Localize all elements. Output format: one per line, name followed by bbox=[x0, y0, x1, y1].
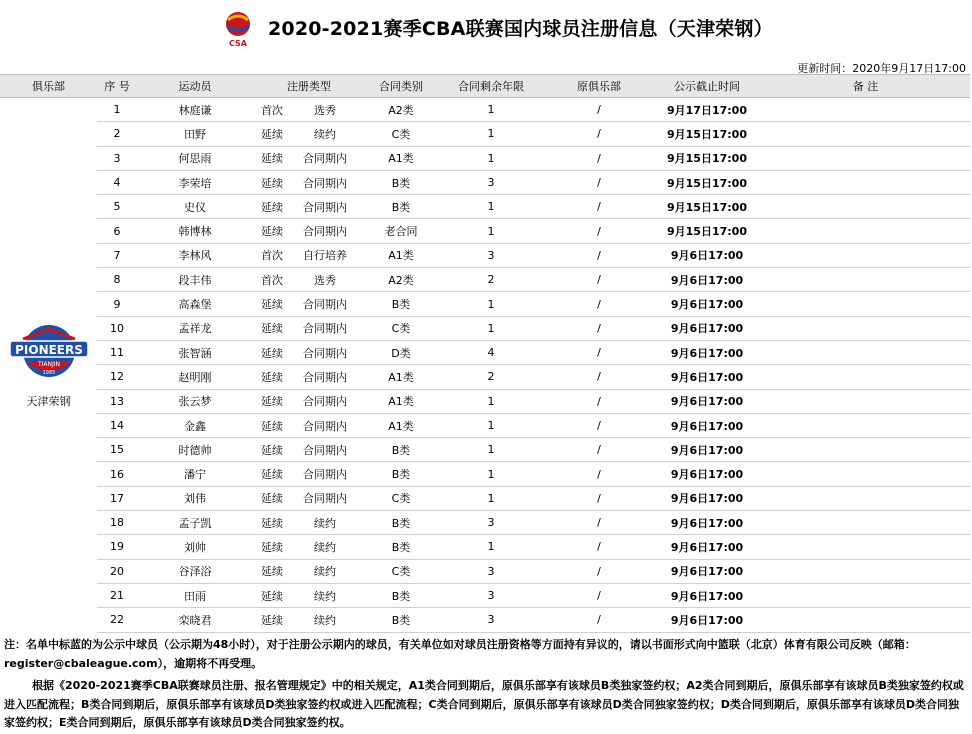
cell-player-name: 赵明刚 bbox=[137, 365, 253, 389]
cell-number: 9 bbox=[97, 292, 137, 316]
cell-player-name: 韩博林 bbox=[137, 219, 253, 243]
registration-kind: 延续 bbox=[261, 516, 283, 530]
cell-contract-years: 2 bbox=[437, 365, 545, 389]
cell-registration-type bbox=[253, 389, 365, 413]
note-contract-rules: 根据《2020-2021赛季CBA联赛球员注册、报名管理规定》中的相关规定，A1类合同到期后，原俱乐部享有该球员B类独家签约权；A2类合同到期后，原俱乐部享有该球员B类独家签约权或进入匹配流程；B类合同到期后，原俱乐部享有该球员D类独家签约权或进入匹配流程；C类合同到期后，原俱乐部享有该球员D类合同独家签约权；D类合同到期后，原俱乐部享有该球员D类合同独家签约权；E类合同到期后，原俱乐部享有该球员D类合同独家签约权。 bbox=[4, 679, 964, 729]
registration-detail: 合同期内 bbox=[303, 200, 347, 214]
registration-detail: 续约 bbox=[314, 565, 336, 579]
registration-kind: 延续 bbox=[261, 298, 283, 312]
cell-original-club: / bbox=[545, 98, 653, 122]
cell-contract-years: 1 bbox=[437, 438, 545, 462]
cell-original-club: / bbox=[545, 243, 653, 267]
cell-remarks bbox=[761, 413, 970, 437]
cell-remarks bbox=[761, 146, 970, 170]
table-row bbox=[0, 559, 970, 583]
cell-original-club: / bbox=[545, 535, 653, 559]
cell-contract-years: 1 bbox=[437, 195, 545, 219]
cell-remarks bbox=[761, 486, 970, 510]
cell-player-name: 刘伟 bbox=[137, 486, 253, 510]
cell-contract-years: 1 bbox=[437, 486, 545, 510]
cell-player-name: 李荣培 bbox=[137, 170, 253, 194]
registration-kind: 首次 bbox=[261, 273, 283, 287]
registration-detail: 自行培养 bbox=[303, 249, 347, 263]
cell-registration-type bbox=[253, 146, 365, 170]
cell-contract-type: B类 bbox=[365, 608, 437, 632]
cell-deadline: 9月6日17:00 bbox=[653, 365, 761, 389]
cell-contract-years: 2 bbox=[437, 268, 545, 292]
cell-registration-type bbox=[253, 511, 365, 535]
registration-detail: 合同期内 bbox=[303, 468, 347, 482]
cell-contract-type: C类 bbox=[365, 559, 437, 583]
cell-remarks bbox=[761, 462, 970, 486]
cell-number: 15 bbox=[97, 438, 137, 462]
cell-remarks bbox=[761, 219, 970, 243]
cell-player-name: 张智涵 bbox=[137, 340, 253, 364]
table-row bbox=[0, 486, 970, 510]
cell-player-name: 田野 bbox=[137, 122, 253, 146]
registration-detail: 合同期内 bbox=[303, 395, 347, 409]
club-cell bbox=[0, 98, 97, 633]
cell-original-club: / bbox=[545, 292, 653, 316]
registration-kind: 延续 bbox=[261, 613, 283, 627]
cell-contract-type: A2类 bbox=[365, 98, 437, 122]
cell-deadline: 9月6日17:00 bbox=[653, 243, 761, 267]
note-publicity: 注：名单中标蓝的为公示中球员（公示期为48小时），对于注册公示期内的球员，有关单位如对球员注册资格等方面持有异议的，请以书面形式向中篮联（北京）体育有限公司反映（邮箱：register@cbaleague.com），逾期将不再受理。 bbox=[4, 638, 916, 670]
cell-player-name: 谷泽浴 bbox=[137, 559, 253, 583]
cell-player-name: 高森堡 bbox=[137, 292, 253, 316]
col-header-player: 运动员 bbox=[137, 75, 253, 98]
table-row bbox=[0, 316, 970, 340]
cell-registration-type bbox=[253, 559, 365, 583]
player-registration-table bbox=[0, 74, 970, 633]
registration-detail: 合同期内 bbox=[303, 225, 347, 239]
table-header-row bbox=[0, 75, 970, 98]
cell-player-name: 林庭谦 bbox=[137, 98, 253, 122]
cell-remarks bbox=[761, 98, 970, 122]
cell-registration-type bbox=[253, 243, 365, 267]
table-row bbox=[0, 583, 970, 607]
col-header-number: 序 号 bbox=[97, 75, 137, 98]
cell-remarks bbox=[761, 608, 970, 632]
cell-registration-type bbox=[253, 462, 365, 486]
table-row bbox=[0, 170, 970, 194]
cell-original-club: / bbox=[545, 608, 653, 632]
registration-detail: 合同期内 bbox=[303, 152, 347, 166]
cell-deadline: 9月6日17:00 bbox=[653, 559, 761, 583]
cell-original-club: / bbox=[545, 146, 653, 170]
registration-detail: 选秀 bbox=[314, 273, 336, 287]
cell-contract-type: B类 bbox=[365, 170, 437, 194]
cell-player-name: 孟祥龙 bbox=[137, 316, 253, 340]
cell-remarks bbox=[761, 559, 970, 583]
registration-detail: 合同期内 bbox=[303, 370, 347, 384]
cell-number: 5 bbox=[97, 195, 137, 219]
cell-remarks bbox=[761, 195, 970, 219]
cell-deadline: 9月6日17:00 bbox=[653, 462, 761, 486]
col-header-original-club: 原俱乐部 bbox=[545, 75, 653, 98]
cell-player-name: 史仪 bbox=[137, 195, 253, 219]
registration-kind: 延续 bbox=[261, 540, 283, 554]
cell-contract-type: C类 bbox=[365, 316, 437, 340]
cell-original-club: / bbox=[545, 462, 653, 486]
cell-deadline: 9月6日17:00 bbox=[653, 413, 761, 437]
cell-player-name: 时德帅 bbox=[137, 438, 253, 462]
cell-contract-type: B类 bbox=[365, 583, 437, 607]
cell-number: 2 bbox=[97, 122, 137, 146]
cell-contract-years: 1 bbox=[437, 98, 545, 122]
table-row bbox=[0, 511, 970, 535]
registration-kind: 延续 bbox=[261, 370, 283, 384]
cell-remarks bbox=[761, 316, 970, 340]
cell-registration-type bbox=[253, 486, 365, 510]
cell-original-club: / bbox=[545, 583, 653, 607]
cell-remarks bbox=[761, 535, 970, 559]
col-header-contract-type: 合同类别 bbox=[365, 75, 437, 98]
club-logo-year: 1985 bbox=[42, 370, 55, 377]
registration-kind: 延续 bbox=[261, 176, 283, 190]
table-row bbox=[0, 365, 970, 389]
cell-number: 19 bbox=[97, 535, 137, 559]
registration-detail: 续约 bbox=[314, 127, 336, 141]
cell-player-name: 金鑫 bbox=[137, 413, 253, 437]
cell-contract-years: 3 bbox=[437, 608, 545, 632]
cell-number: 20 bbox=[97, 559, 137, 583]
cell-number: 8 bbox=[97, 268, 137, 292]
cell-original-club: / bbox=[545, 340, 653, 364]
club-logo-subtext: TIANJIN bbox=[37, 361, 60, 369]
table-row bbox=[0, 122, 970, 146]
cell-contract-years: 1 bbox=[437, 219, 545, 243]
table-row bbox=[0, 243, 970, 267]
cell-original-club: / bbox=[545, 486, 653, 510]
registration-kind: 延续 bbox=[261, 225, 283, 239]
cell-contract-type: B类 bbox=[365, 462, 437, 486]
cell-contract-years: 1 bbox=[437, 389, 545, 413]
table-row bbox=[0, 98, 970, 122]
cell-player-name: 田雨 bbox=[137, 583, 253, 607]
registration-detail: 合同期内 bbox=[303, 298, 347, 312]
table-row bbox=[0, 389, 970, 413]
table-row bbox=[0, 535, 970, 559]
cell-contract-type: A2类 bbox=[365, 268, 437, 292]
cell-remarks bbox=[761, 122, 970, 146]
cell-contract-years: 1 bbox=[437, 122, 545, 146]
registration-detail: 合同期内 bbox=[303, 419, 347, 433]
cell-contract-type: A1类 bbox=[365, 365, 437, 389]
cell-contract-type: A1类 bbox=[365, 146, 437, 170]
cell-number: 18 bbox=[97, 511, 137, 535]
cell-remarks bbox=[761, 438, 970, 462]
registration-kind: 延续 bbox=[261, 395, 283, 409]
registration-detail: 合同期内 bbox=[303, 443, 347, 457]
cell-registration-type bbox=[253, 98, 365, 122]
cell-remarks bbox=[761, 292, 970, 316]
cell-original-club: / bbox=[545, 413, 653, 437]
cell-original-club: / bbox=[545, 389, 653, 413]
cell-number: 16 bbox=[97, 462, 137, 486]
table-row bbox=[0, 268, 970, 292]
cell-number: 4 bbox=[97, 170, 137, 194]
cell-deadline: 9月6日17:00 bbox=[653, 340, 761, 364]
cell-deadline: 9月6日17:00 bbox=[653, 511, 761, 535]
col-header-club: 俱乐部 bbox=[0, 75, 97, 98]
registration-detail: 续约 bbox=[314, 540, 336, 554]
registration-kind: 首次 bbox=[261, 249, 283, 263]
cell-registration-type bbox=[253, 195, 365, 219]
cell-deadline: 9月6日17:00 bbox=[653, 292, 761, 316]
cell-original-club: / bbox=[545, 438, 653, 462]
pioneers-logo-icon bbox=[8, 321, 90, 387]
cell-contract-years: 1 bbox=[437, 462, 545, 486]
cell-original-club: / bbox=[545, 316, 653, 340]
cell-contract-type: B类 bbox=[365, 195, 437, 219]
cell-number: 3 bbox=[97, 146, 137, 170]
cell-contract-type: B类 bbox=[365, 535, 437, 559]
cell-contract-years: 4 bbox=[437, 340, 545, 364]
registration-detail: 合同期内 bbox=[303, 176, 347, 190]
cell-registration-type bbox=[253, 535, 365, 559]
cell-registration-type bbox=[253, 292, 365, 316]
registration-detail: 合同期内 bbox=[303, 322, 347, 336]
cell-player-name: 段丰伟 bbox=[137, 268, 253, 292]
cell-original-club: / bbox=[545, 365, 653, 389]
cell-player-name: 张云梦 bbox=[137, 389, 253, 413]
cell-player-name: 李林风 bbox=[137, 243, 253, 267]
cell-contract-type: C类 bbox=[365, 122, 437, 146]
cell-deadline: 9月6日17:00 bbox=[653, 608, 761, 632]
club-logo-text: PIONEERS bbox=[14, 343, 83, 358]
cell-contract-type: A1类 bbox=[365, 243, 437, 267]
cell-deadline: 9月6日17:00 bbox=[653, 583, 761, 607]
registration-kind: 延续 bbox=[261, 565, 283, 579]
cell-deadline: 9月15日17:00 bbox=[653, 195, 761, 219]
cell-contract-years: 3 bbox=[437, 583, 545, 607]
registration-detail: 选秀 bbox=[314, 103, 336, 117]
cell-number: 21 bbox=[97, 583, 137, 607]
registration-detail: 合同期内 bbox=[303, 346, 347, 360]
col-header-registration-type: 注册类型 bbox=[253, 75, 365, 98]
cell-contract-years: 3 bbox=[437, 511, 545, 535]
registration-detail: 续约 bbox=[314, 613, 336, 627]
cell-remarks bbox=[761, 243, 970, 267]
registration-kind: 延续 bbox=[261, 200, 283, 214]
cell-contract-type: A1类 bbox=[365, 389, 437, 413]
cell-contract-years: 3 bbox=[437, 559, 545, 583]
cell-deadline: 9月17日17:00 bbox=[653, 98, 761, 122]
table-row bbox=[0, 462, 970, 486]
table-row bbox=[0, 146, 970, 170]
cell-number: 12 bbox=[97, 365, 137, 389]
cell-remarks bbox=[761, 268, 970, 292]
cell-deadline: 9月15日17:00 bbox=[653, 219, 761, 243]
registration-kind: 延续 bbox=[261, 589, 283, 603]
cell-player-name: 刘帅 bbox=[137, 535, 253, 559]
page-header bbox=[0, 0, 972, 60]
cell-deadline: 9月6日17:00 bbox=[653, 486, 761, 510]
cell-number: 17 bbox=[97, 486, 137, 510]
cell-number: 11 bbox=[97, 340, 137, 364]
cell-deadline: 9月15日17:00 bbox=[653, 170, 761, 194]
registration-kind: 延续 bbox=[261, 127, 283, 141]
cell-contract-years: 3 bbox=[437, 170, 545, 194]
cell-registration-type bbox=[253, 340, 365, 364]
cell-contract-type: B类 bbox=[365, 292, 437, 316]
registration-kind: 首次 bbox=[261, 103, 283, 117]
table-row bbox=[0, 413, 970, 437]
cell-deadline: 9月15日17:00 bbox=[653, 122, 761, 146]
cell-registration-type bbox=[253, 608, 365, 632]
cell-deadline: 9月6日17:00 bbox=[653, 535, 761, 559]
cell-contract-years: 1 bbox=[437, 535, 545, 559]
registration-kind: 延续 bbox=[261, 419, 283, 433]
club-name: 天津荣钢 bbox=[26, 395, 71, 409]
cell-contract-type: B类 bbox=[365, 438, 437, 462]
table-row bbox=[0, 292, 970, 316]
cell-registration-type bbox=[253, 413, 365, 437]
cell-contract-type: D类 bbox=[365, 340, 437, 364]
cell-original-club: / bbox=[545, 511, 653, 535]
cell-contract-years: 1 bbox=[437, 292, 545, 316]
page-title: 2020-2021赛季CBA联赛国内球员注册信息（天津荣钢） bbox=[268, 18, 773, 40]
cell-number: 1 bbox=[97, 98, 137, 122]
cell-registration-type bbox=[253, 316, 365, 340]
registration-kind: 延续 bbox=[261, 492, 283, 506]
cell-original-club: / bbox=[545, 559, 653, 583]
registration-kind: 延续 bbox=[261, 152, 283, 166]
cell-contract-years: 1 bbox=[437, 413, 545, 437]
cell-remarks bbox=[761, 365, 970, 389]
update-time: 更新时间：2020年9月17日17:00 bbox=[797, 62, 966, 75]
cell-number: 14 bbox=[97, 413, 137, 437]
cell-deadline: 9月6日17:00 bbox=[653, 268, 761, 292]
cell-player-name: 何思雨 bbox=[137, 146, 253, 170]
registration-detail: 合同期内 bbox=[303, 492, 347, 506]
cell-contract-years: 3 bbox=[437, 243, 545, 267]
cell-registration-type bbox=[253, 365, 365, 389]
cell-number: 7 bbox=[97, 243, 137, 267]
cell-deadline: 9月15日17:00 bbox=[653, 146, 761, 170]
registration-kind: 延续 bbox=[261, 346, 283, 360]
cell-deadline: 9月6日17:00 bbox=[653, 389, 761, 413]
cell-player-name: 孟子凯 bbox=[137, 511, 253, 535]
cell-deadline: 9月6日17:00 bbox=[653, 438, 761, 462]
notes-section bbox=[4, 636, 966, 733]
table-row bbox=[0, 438, 970, 462]
cell-player-name: 潘宁 bbox=[137, 462, 253, 486]
cell-contract-type: B类 bbox=[365, 511, 437, 535]
cell-remarks bbox=[761, 389, 970, 413]
cell-contract-type: C类 bbox=[365, 486, 437, 510]
table-row bbox=[0, 608, 970, 632]
csa-logo-text: CSA bbox=[229, 39, 247, 48]
cell-contract-years: 1 bbox=[437, 146, 545, 170]
cell-original-club: / bbox=[545, 170, 653, 194]
table-row bbox=[0, 219, 970, 243]
cell-registration-type bbox=[253, 170, 365, 194]
cell-contract-years: 1 bbox=[437, 316, 545, 340]
cell-number: 6 bbox=[97, 219, 137, 243]
cell-original-club: / bbox=[545, 195, 653, 219]
table-row bbox=[0, 195, 970, 219]
cell-remarks bbox=[761, 340, 970, 364]
cell-remarks bbox=[761, 583, 970, 607]
cell-original-club: / bbox=[545, 219, 653, 243]
cell-remarks bbox=[761, 170, 970, 194]
cell-number: 13 bbox=[97, 389, 137, 413]
registration-detail: 续约 bbox=[314, 516, 336, 530]
cell-registration-type bbox=[253, 122, 365, 146]
col-header-contract-years: 合同剩余年限 bbox=[437, 75, 545, 98]
cell-number: 22 bbox=[97, 608, 137, 632]
cell-original-club: / bbox=[545, 268, 653, 292]
col-header-deadline: 公示截止时间 bbox=[653, 75, 761, 98]
cell-registration-type bbox=[253, 219, 365, 243]
cell-contract-type: 老合同 bbox=[365, 219, 437, 243]
registration-kind: 延续 bbox=[261, 468, 283, 482]
cell-registration-type bbox=[253, 438, 365, 462]
table-row bbox=[0, 340, 970, 364]
cell-contract-type: A1类 bbox=[365, 413, 437, 437]
registration-kind: 延续 bbox=[261, 322, 283, 336]
col-header-remarks: 备 注 bbox=[761, 75, 970, 98]
cell-player-name: 栾晓君 bbox=[137, 608, 253, 632]
cell-deadline: 9月6日17:00 bbox=[653, 316, 761, 340]
cell-remarks bbox=[761, 511, 970, 535]
cell-registration-type bbox=[253, 268, 365, 292]
registration-detail: 续约 bbox=[314, 589, 336, 603]
csa-logo-icon bbox=[222, 10, 254, 48]
cell-registration-type bbox=[253, 583, 365, 607]
registration-kind: 延续 bbox=[261, 443, 283, 457]
cell-original-club: / bbox=[545, 122, 653, 146]
cell-number: 10 bbox=[97, 316, 137, 340]
